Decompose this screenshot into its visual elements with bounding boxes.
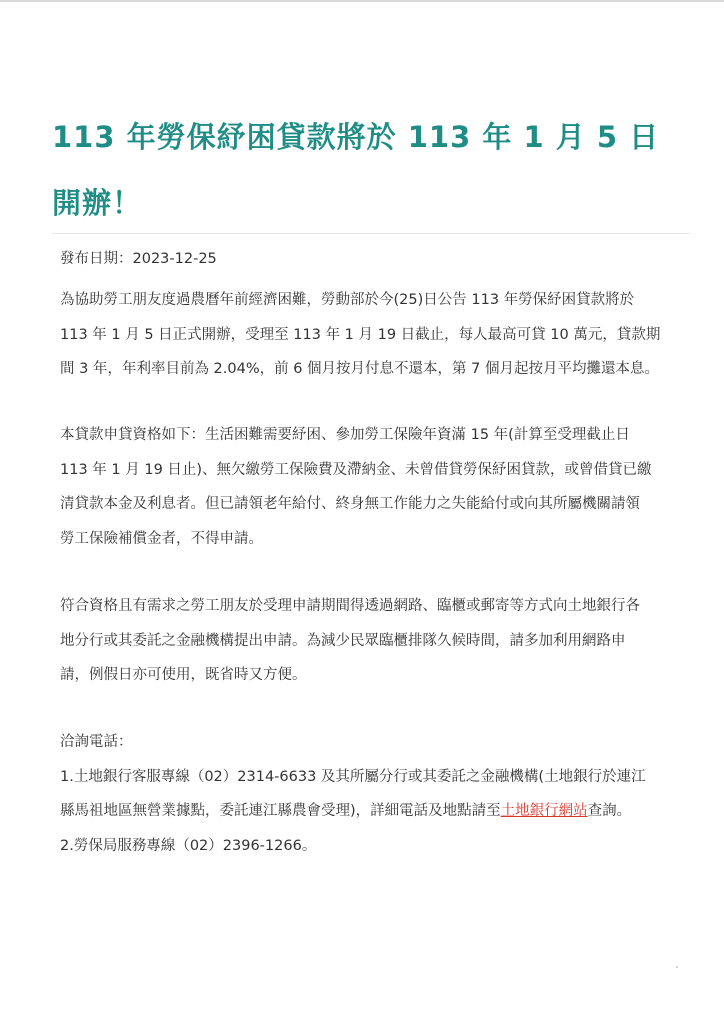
paragraph-eligibility [60,418,690,556]
text-line: 符合資格且有需求之勞工朋友於受理申請期間得透過網路、臨櫃或郵寄等方式向土地銀行各 [60,598,640,614]
contact-section [60,725,690,863]
contact-heading: 洽詢電話： [60,734,133,750]
page-title: 113 年勞保紓困貸款將於 113 年 1 月 5 日開辦！ [52,120,660,220]
contact-text: 查詢。 [587,803,632,819]
text-line: 間 3 年，年利率目前為 2.04%，前 6 個月按月付息不還本，第 7 個月起按月平均攤還本息。 [60,361,659,377]
paragraph-application [60,589,690,693]
text-line: 地分行或其委託之金融機構提出申請。為減少民眾臨櫃排隊久候時間，請多加利用網路申 [60,632,626,649]
land-bank-website-link[interactable]: 土地銀行網站 [500,803,588,819]
text-line: 113 年 1 月 19 日止)、無欠繳勞工保險費及滯納金、未曾借貸勞保紓困貸款，或曾借貸已繳 [60,461,652,478]
contact-item-land-bank: 1.土地銀行客服專線（02）2314-6633 及其所屬分行或其委託之金融機構(土地銀行於連江 [60,768,646,785]
text-line: 為協助勞工朋友度過農曆年前經濟困難，勞動部於今(25)日公告 113 年勞保紓困貸款將於 [60,292,635,308]
text-line: 113 年 1 月 5 日正式開辦，受理至 113 年 1 月 19 日截止，每人最高可貸 10 萬元，貸款期 [60,326,661,343]
contact-item-bli: 2.勞保局服務專線（02）2396-1266。 [60,837,317,854]
scan-edge [0,0,724,2]
text-line: 本貸款申貸資格如下：生活困難需要紓困、參加勞工保險年資滿 15 年(計算至受理截止日 [60,427,630,443]
text-line: 勞工保險補償金者，不得申請。 [60,530,263,547]
contact-text: 縣馬祖地區無營業據點，委託連江縣農會受理)，詳細電話及地點請至 [60,803,501,819]
publish-date: 發布日期：2023-12-25 [60,251,217,267]
contact-item-land-bank-detail [60,794,690,829]
title-divider [52,233,690,234]
text-line: 清貸款本金及利息者。但已請領老年給付、終身無工作能力之失能給付或向其所屬機關請領 [60,496,640,512]
scan-speck [676,966,678,968]
paragraph-intro [60,283,690,387]
text-line: 請，例假日亦可使用，既省時又方便。 [60,667,307,683]
